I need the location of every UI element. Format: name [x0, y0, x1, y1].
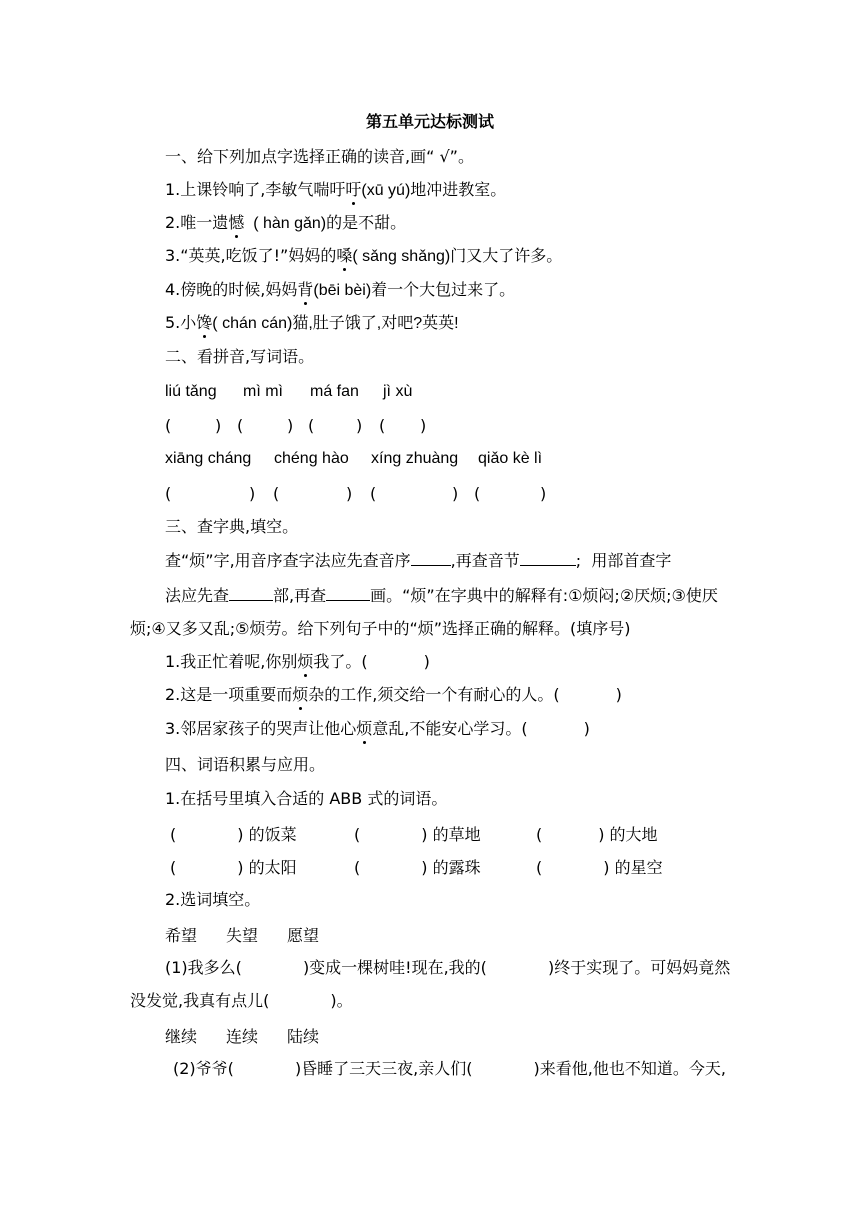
dotted-char: 馋 — [196, 313, 213, 332]
p-text: 画。“烦”在字典中的解释有:①烦闷;②厌烦;③使厌 — [370, 586, 718, 605]
q-text: 3.邻居家孩子的哭声让他心 — [165, 719, 357, 738]
sec1-question-3 — [165, 245, 562, 268]
q-text: 5.小 — [165, 313, 197, 332]
q-text: ( chán cán)猫,肚子饿了,对吧?英英! — [212, 315, 459, 332]
answer-bracket[interactable]: ( — [165, 484, 172, 503]
page-title: 第五单元达标测试 — [365, 112, 494, 131]
p-text: 查“烦”字,用音序查字法应先查音序 — [165, 551, 411, 570]
q-text: 4.傍晚的时候,妈妈 — [165, 280, 298, 299]
sec4-sub-2: 2.选词填空。 — [165, 890, 261, 909]
section-1-heading: 一、给下列加点字选择正确的读音,画“ √”。 — [165, 147, 474, 166]
q-text: (xū yú)地冲进教室。 — [361, 182, 507, 199]
fill-sentence-1b[interactable]: 没发觉,我真有点儿( )。 — [130, 991, 353, 1010]
answer-bracket: ) — [346, 484, 353, 503]
q-text: 意乱,不能安心学习。( ) — [372, 719, 590, 738]
q-text: 杂的工作,须交给一个有耐心的人。( ) — [308, 685, 622, 704]
section-4-heading: 四、词语积累与应用。 — [165, 755, 326, 774]
q-text: 2.唯一遗 — [165, 213, 229, 232]
dotted-char: 烦 — [292, 685, 309, 704]
dotted-char: 嗓 — [336, 246, 353, 265]
fill-sentence-2a[interactable]: (2)爷爷( )昏睡了三天三夜,亲人们( )来看他,他也不知道。今天, — [173, 1059, 726, 1078]
sec3-paragraph-line-3: 烦;④又多又乱;⑤烦劳。给下列句子中的“烦”选择正确的解释。(填序号) — [130, 619, 631, 638]
sec3-question-3 — [165, 718, 590, 740]
dotted-char: 憾 — [228, 213, 245, 232]
dotted-char: 烦 — [297, 652, 314, 671]
sec1-question-5 — [165, 312, 459, 335]
sec4-sub-1: 1.在括号里填入合适的 ABB 式的词语。 — [165, 789, 448, 808]
q-text: 3.“英英,吃饭了!”妈妈的 — [165, 246, 337, 265]
pinyin-3: má fan — [310, 383, 359, 400]
answer-bracket[interactable]: ( — [308, 416, 315, 435]
q-text: ( hàn gǎn)的是不甜。 — [244, 215, 407, 232]
answer-bracket: ) — [249, 484, 256, 503]
answer-bracket: ) — [356, 416, 363, 435]
word-option: 继续 — [165, 1027, 198, 1046]
abb-item[interactable]: ( ) 的大地 — [536, 825, 658, 844]
dotted-char: 烦 — [356, 719, 373, 738]
pinyin-4: jì xù — [383, 383, 413, 400]
answer-bracket[interactable]: ( — [370, 484, 377, 503]
answer-bracket: ) — [540, 484, 547, 503]
q-text: ( sǎng shǎng)门又大了许多。 — [352, 248, 563, 265]
q-text: 2.这是一项重要而 — [165, 685, 293, 704]
p-text: 部,再查 — [273, 586, 327, 605]
blank-bushou[interactable] — [229, 584, 273, 601]
word-option: 失望 — [226, 926, 259, 945]
blank-hua[interactable] — [326, 584, 370, 601]
q-text: (bēi bèi)着一个大包过来了。 — [313, 282, 516, 299]
sec3-question-1 — [165, 651, 430, 673]
word-option: 希望 — [165, 926, 198, 945]
abb-item[interactable]: ( ) 的星空 — [536, 858, 663, 877]
answer-bracket: ) — [452, 484, 459, 503]
answer-bracket: ) — [420, 416, 427, 435]
answer-bracket[interactable]: ( — [237, 416, 244, 435]
section-2-heading: 二、看拼音,写词语。 — [165, 347, 315, 366]
answer-bracket[interactable]: ( — [379, 416, 386, 435]
dotted-char: 背 — [297, 280, 314, 299]
sec1-question-2 — [165, 212, 406, 235]
dotted-char: 吁 — [345, 180, 362, 199]
pinyin-7: xíng zhuàng — [371, 450, 459, 467]
pinyin-2: mì mì — [243, 383, 283, 400]
abb-item[interactable]: ( ) 的草地 — [354, 825, 481, 844]
abb-item[interactable]: ( ) 的饭菜 — [170, 825, 297, 844]
p-text: ,再查音节 — [450, 551, 520, 570]
word-option: 陆续 — [287, 1027, 320, 1046]
pinyin-1: liú tǎng — [165, 383, 217, 400]
answer-bracket: ) — [215, 416, 222, 435]
sec3-question-2 — [165, 684, 622, 706]
section-3-heading: 三、查字典,填空。 — [165, 517, 299, 536]
fill-sentence-1a[interactable]: (1)我多么( )变成一棵树哇!现在,我的( )终于实现了。可妈妈竟然 — [165, 958, 731, 977]
sec3-paragraph-line-1 — [165, 549, 671, 572]
pinyin-8: qiǎo kè lì — [478, 450, 543, 467]
q-text: 1.我正忙着呢,你别 — [165, 652, 298, 671]
sec1-question-1 — [165, 179, 506, 202]
p-text: 法应先查 — [165, 586, 230, 605]
abb-item[interactable]: ( ) 的露珠 — [354, 858, 481, 877]
pinyin-6: chéng hào — [274, 450, 349, 467]
answer-bracket[interactable]: ( — [165, 416, 172, 435]
sec3-paragraph-line-2 — [165, 584, 718, 607]
q-text: 1.上课铃响了,李敏气喘吁 — [165, 180, 346, 199]
p-text: ; 用部首查字 — [575, 551, 672, 570]
blank-yinjie[interactable] — [520, 549, 576, 566]
q-text: 我了。( ) — [313, 652, 430, 671]
answer-bracket: ) — [287, 416, 294, 435]
abb-item[interactable]: ( ) 的太阳 — [170, 858, 297, 877]
word-option: 愿望 — [287, 926, 320, 945]
answer-bracket[interactable]: ( — [474, 484, 481, 503]
word-option: 连续 — [226, 1027, 259, 1046]
blank-yinxu[interactable] — [411, 549, 451, 566]
answer-bracket[interactable]: ( — [273, 484, 280, 503]
pinyin-5: xiāng cháng — [165, 450, 252, 467]
sec1-question-4 — [165, 279, 515, 302]
